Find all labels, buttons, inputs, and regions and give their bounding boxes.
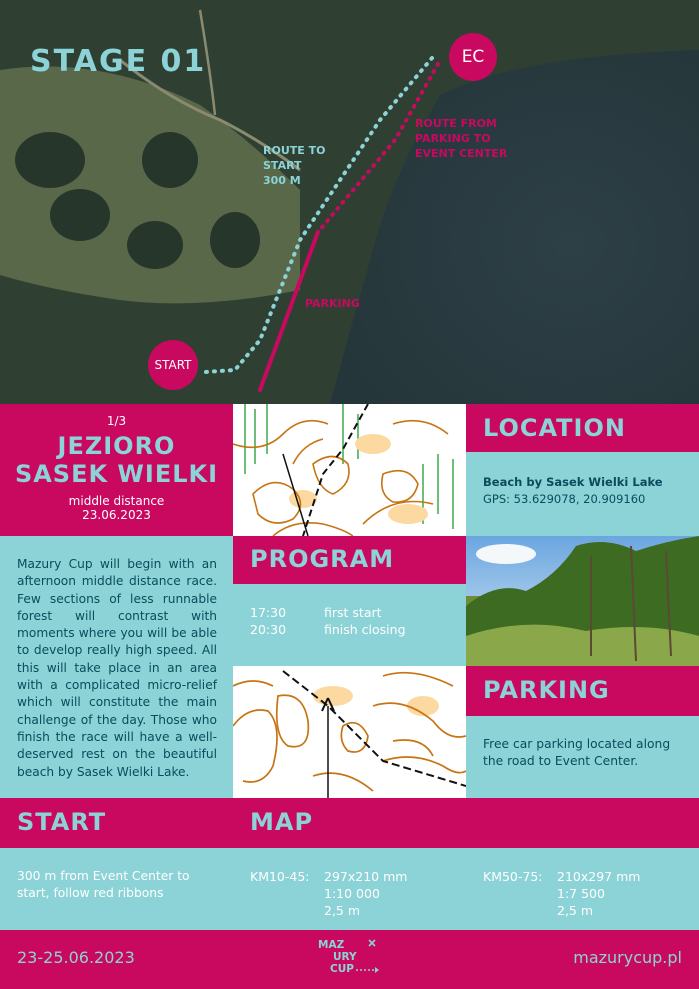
race-name-line1: JEZIORO (57, 432, 176, 460)
program-label: first start (324, 605, 382, 620)
event-center-marker (449, 33, 497, 81)
footer-dates: 23-25.06.2023 (17, 948, 135, 967)
parking-heading: PARKING (483, 676, 610, 704)
start-text: 300 m from Event Center to start, follow red ribbons (17, 869, 190, 900)
stage-title: STAGE 01 (30, 44, 207, 79)
start-heading-block (0, 798, 233, 848)
map-info (233, 848, 699, 930)
map-scale: 1:10 000 (324, 886, 380, 901)
parking-info (466, 716, 699, 798)
logo-line2: URY (333, 951, 357, 963)
program-item (250, 621, 406, 638)
program-heading-block (233, 536, 466, 584)
logo-arrows-icon (318, 939, 388, 983)
description-block (0, 536, 233, 798)
start-heading: START (17, 808, 107, 836)
start-marker-label: START (154, 358, 192, 372)
program-label: finish closing (324, 622, 406, 637)
start-marker (148, 340, 198, 390)
location-place: Beach by Sasek Wielki Lake (483, 475, 663, 489)
forest-photo-graphic (466, 536, 699, 666)
map-heading-block (233, 798, 699, 848)
program-list (233, 584, 466, 666)
map-contour: 2,5 m (557, 903, 594, 918)
map-snippet-2-graphic (233, 666, 466, 798)
map-contour: 2,5 m (324, 903, 361, 918)
race-counter: 1/3 (106, 414, 127, 428)
map-class-label: KM50-75: (483, 869, 543, 884)
program-heading: PROGRAM (250, 545, 395, 573)
orienteering-map-snippet-1 (233, 404, 466, 536)
map-class-label: KM10-45: (250, 869, 310, 884)
parking-heading-block (466, 666, 699, 716)
forest-photo (466, 536, 699, 666)
orienteering-map-snippet-2 (233, 666, 466, 798)
website-link[interactable]: mazurycup.pl (573, 948, 682, 967)
location-heading: LOCATION (483, 414, 626, 442)
program-time: 20:30 (250, 622, 287, 637)
program-item (250, 604, 382, 621)
program-time: 17:30 (250, 605, 287, 620)
start-info (0, 848, 233, 930)
event-center-label: EC (461, 47, 485, 67)
race-name-line2: SASEK WIELKI (14, 460, 219, 488)
map-scale: 1:7 500 (557, 886, 605, 901)
map-size: 297x210 mm (324, 869, 408, 884)
logo-line1: MAZ (318, 939, 345, 951)
map-snippet-1-graphic (233, 404, 466, 536)
parking-text: Free car parking located along the road to Event Center. (483, 737, 671, 768)
race-title-block (0, 404, 233, 536)
route-from-parking-label: ROUTE FROM PARKING TO EVENT CENTER (415, 117, 508, 160)
parking-map-label: PARKING (305, 297, 360, 310)
race-date: 23.06.2023 (82, 508, 151, 522)
logo-line3: CUP (330, 963, 354, 975)
location-info (466, 452, 699, 536)
route-to-start-label: ROUTE TO START 300 M (263, 144, 326, 187)
mazury-cup-logo (318, 939, 388, 983)
location-gps: GPS: 53.629078, 20.909160 (483, 492, 646, 506)
aerial-map (0, 0, 699, 404)
footer-website[interactable] (573, 948, 682, 967)
footer (0, 930, 699, 989)
race-description: Mazury Cup will begin with an afternoon middle distance race. Few sections of less runnable forest will contrast with moments where you will be able to develop really high speed. All this will take place in an area with a complicated micro-relief which will constitute the main challenge of the day. Those who finish the race will have a well-deserved rest on the beautiful beach by Sasek Wielki Lake. (17, 557, 217, 779)
map-heading: MAP (250, 808, 314, 836)
location-heading-block (466, 404, 699, 452)
map-size: 210x297 mm (557, 869, 641, 884)
race-discipline: middle distance (68, 494, 165, 508)
